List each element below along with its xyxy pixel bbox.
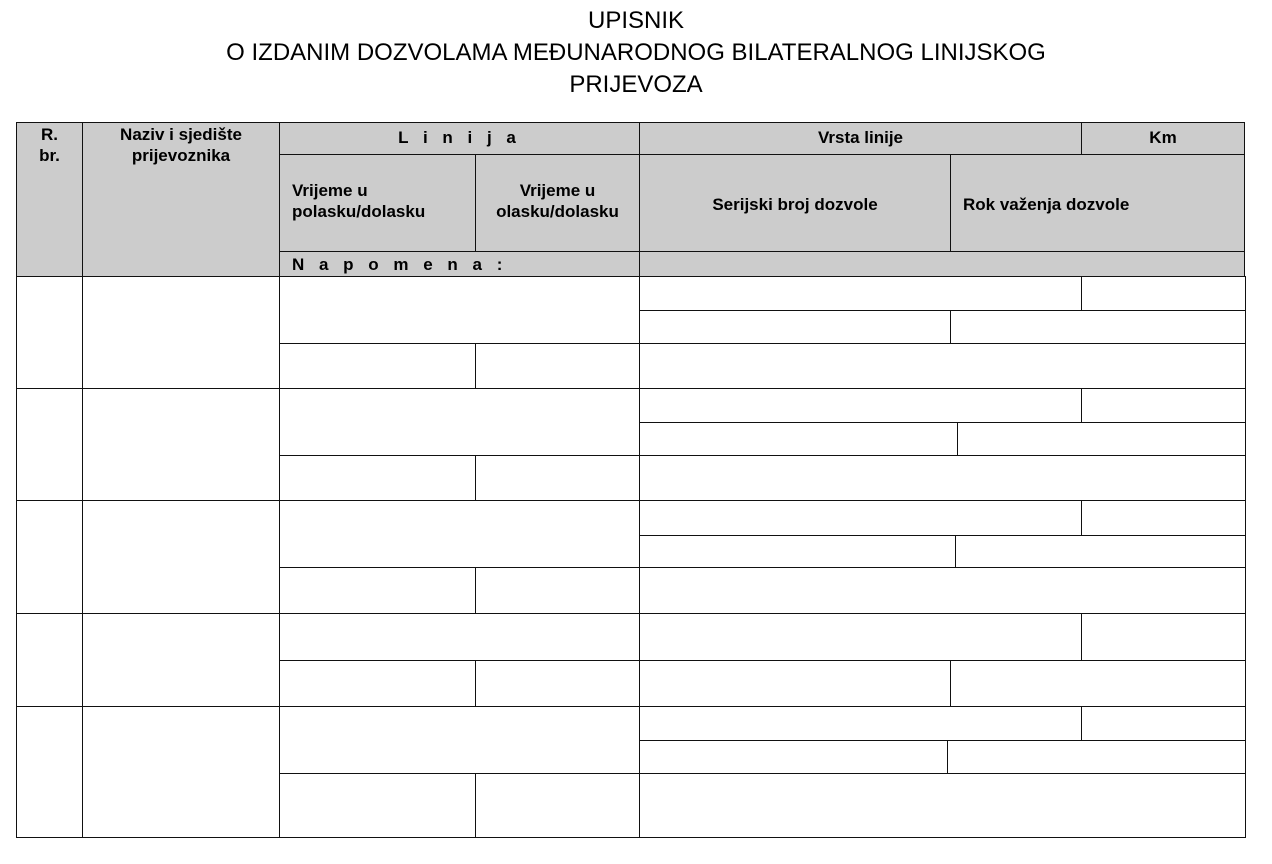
entry-vrsta-linije-cell	[639, 706, 1082, 741]
entry-vrijeme-1-cell	[279, 455, 476, 501]
entry-rbr-cell	[16, 500, 83, 614]
entry-rok-vazenja-cell	[955, 535, 1246, 568]
entry-napomena-cell	[639, 773, 1246, 838]
entry-vrijeme-2-cell	[475, 455, 640, 501]
entry-rbr-cell	[16, 276, 83, 389]
entry-linija-cell	[279, 388, 640, 456]
header-vrijeme-1-line2: polasku/dolasku	[292, 202, 426, 221]
entry-napomena-cell	[639, 343, 1246, 389]
header-vrijeme-1	[279, 154, 476, 252]
header-vrijeme-2-line1: Vrijeme u	[519, 181, 596, 200]
entry-vrijeme-2-cell	[475, 660, 640, 707]
entry-napomena-cell	[639, 567, 1246, 614]
entry-linija-cell	[279, 706, 640, 774]
document-subtitle-line2: PRIJEVOZA	[569, 71, 703, 98]
header-vrijeme-2-line2: olasku/dolasku	[496, 202, 619, 221]
entry-rbr-cell	[16, 706, 83, 838]
entry-vrijeme-2-cell	[475, 773, 640, 838]
entry-vrsta-linije-cell	[639, 276, 1082, 311]
header-vrijeme-2	[475, 154, 640, 252]
entry-km-cell	[1081, 388, 1246, 423]
entry-vrijeme-1-cell	[279, 567, 476, 614]
entry-rok-vazenja-cell	[947, 740, 1246, 774]
entry-vrijeme-2-cell	[475, 567, 640, 614]
entry-vrsta-linije-cell	[639, 388, 1082, 423]
header-napomena: N a p o m e n a :	[279, 251, 640, 277]
entry-naziv-cell	[82, 388, 280, 501]
header-rbr	[16, 122, 83, 277]
entry-vrijeme-1-cell	[279, 660, 476, 707]
entry-serijski-broj-cell	[639, 422, 958, 456]
header-km: Km	[1081, 122, 1245, 155]
document-title: UPISNIK	[587, 7, 685, 34]
header-vrijeme-1-line1: Vrijeme u	[292, 181, 368, 200]
entry-linija-cell	[279, 613, 640, 661]
header-serijski-broj: Serijski broj dozvole	[639, 154, 951, 252]
header-rbr-line1: R.	[41, 125, 58, 144]
header-rbr-line2: br.	[39, 146, 60, 165]
entry-linija-cell	[279, 500, 640, 568]
entry-serijski-broj-cell	[639, 660, 951, 707]
entry-naziv-cell	[82, 706, 280, 838]
entry-rbr-cell	[16, 613, 83, 707]
entry-vrijeme-1-cell	[279, 343, 476, 389]
entry-rok-vazenja-cell	[957, 422, 1246, 456]
header-naziv-line2: prijevoznika	[131, 146, 231, 165]
document-subtitle-line1: O IZDANIM DOZVOLAMA MEĐUNARODNOG BILATERALNOG LINIJSKOG	[226, 39, 1046, 66]
entry-naziv-cell	[82, 276, 280, 389]
entry-serijski-broj-cell	[639, 310, 951, 344]
header-napomena-value	[639, 251, 1245, 277]
entry-vrijeme-2-cell	[475, 343, 640, 389]
entry-napomena-cell	[639, 455, 1246, 501]
entry-serijski-broj-cell	[639, 535, 956, 568]
entry-km-cell	[1081, 613, 1246, 661]
entry-vrsta-linije-cell	[639, 613, 1082, 661]
entry-km-cell	[1081, 276, 1246, 311]
header-naziv-line1: Naziv i sjedište	[120, 125, 242, 144]
header-naziv	[82, 122, 280, 277]
entry-rbr-cell	[16, 388, 83, 501]
header-rok-vazenja: Rok važenja dozvole	[950, 154, 1245, 252]
entry-km-cell	[1081, 500, 1246, 536]
entry-vrijeme-1-cell	[279, 773, 476, 838]
header-vrsta-linije: Vrsta linije	[639, 122, 1082, 155]
header-linija: L i n i j a	[279, 122, 640, 155]
entry-naziv-cell	[82, 500, 280, 614]
entry-km-cell	[1081, 706, 1246, 741]
entry-serijski-broj-cell	[639, 740, 948, 774]
entry-vrsta-linije-cell	[639, 500, 1082, 536]
entry-rok-vazenja-cell	[950, 660, 1246, 707]
entry-naziv-cell	[82, 613, 280, 707]
entry-linija-cell	[279, 276, 640, 344]
entry-rok-vazenja-cell	[950, 310, 1246, 344]
